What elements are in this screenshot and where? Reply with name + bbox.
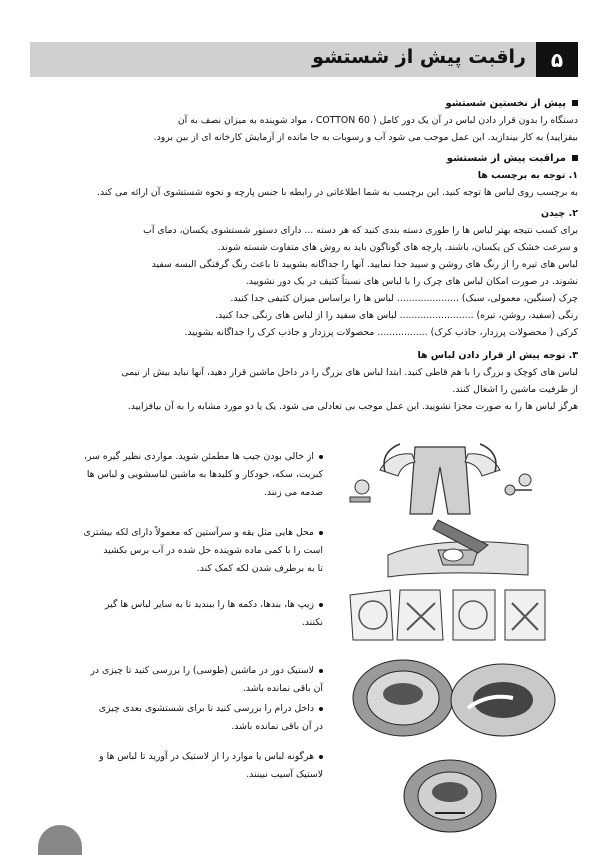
bullet-dot-icon [319,531,323,535]
bullet-dot-icon [319,455,323,459]
first-wash-heading: پیش از نخستین شستشو [445,98,566,109]
loading-line: از ظرفیت ماشین را اشغال کنند. [452,384,578,395]
sorting-line: برای کسب نتیجه بهتر لباس ها را طوری دسته بندی کنید که هر دسته ... دارای دستور شستشوی یکسان، دمای آب [143,225,578,236]
label-text: به برچسب روی لباس ها توجه کنید. این برچسب به شما اطلاعاتی در رابطه با جنس پارچه و نحوه شستشوی آن ارائه می کند. [97,187,578,198]
tip-door-seal: لاستیک دور در ماشین (طوسی) را بررسی کنید تا چیزی در آن باقی نمانده باشد. [90,665,323,694]
section-number-badge: ۵ [536,42,578,77]
sorting-line: لباس های تیره را از رنگ های روشن و سپید جدا نمایید. آنها را جداگانه بشویید تا باعث رنگ گرفتگی البسه سفید [151,259,578,270]
tip-drum: داخل درام را بررسی کنید تا برای شستشوی بعدی چیزی در آن باقی نمانده باشد. [98,703,323,732]
bullet-dot-icon [319,755,323,759]
first-wash-section [30,95,578,146]
sorting-line: چرک (سنگین، معمولی، سبک) ..................... لباس ها را براساس میزان کثیفی جدا کنید. [230,293,578,304]
page-title: راقبت پیش از شستشو [312,46,526,68]
tip-zippers: زیپ ها، بندها، دکمه ها را ببندید تا به سایر لباس ها گیر نکنند. [105,599,323,628]
loading-line: لباس های کوچک و بزرگ را با هم قاطی کنید. ابتدا لباس های بزرگ را در داخل ماشین قرار دهید، آنها نباید بیش از نیمی [121,367,578,378]
sorting-line: رنگی (سفید، روشن، تیره) ......................... لباس های سفید را از لباس های رنگی جدا کنید. [215,310,578,321]
loading-line: هرگز لباس ها را به صورت مجزا نشویید. این عمل موجب بی تعادلی می شود. یک یا دو مورد مشابه را به آن بیافزایید. [127,401,578,412]
label-subheading: ۱. توجه به برچسب ها [477,170,578,181]
bullet-dot-icon [319,707,323,711]
sorting-line: و سرعت خشک کن یکسان، باشند. پارچه های گوناگون باید به روش های متفاوت شسته شوند. [217,242,578,253]
zipper-button-illustration [345,585,550,645]
sorting-line: نشوند. در صورت امکان لباس های چرک را با لباس های نسبتاً کثیف در یک دور نشویید. [245,276,578,287]
sorting-line: کرکی ( محصولات پرزدار، جاذب کرک) ................. محصولات پرزدار و جاذب کرک را جداگانه بشویید. [184,327,578,338]
bullet-square-icon [572,100,578,106]
bullet-dot-icon [319,603,323,607]
sorting-subheading: ۲. چیدن [540,208,578,219]
door-seal-illustration [348,658,558,738]
section-header [30,42,578,77]
tip-collar-stains: محل هایی مثل یقه و سرآستین که معمولاً دارای لکه بیشتری است را با کمی ماده شوینده حل شده در آب برس بکشید تا به برطرف شدن لکه کمک کند. [83,527,323,574]
first-wash-line: دستگاه را بدون قرار دادن لباس در آن یک دور کامل ( COTTON 60 ، مواد شوینده به میزان نصف به آن [177,115,578,126]
bullet-dot-icon [319,669,323,673]
bullet-square-icon [572,155,578,161]
loading-subheading: ۳. توجه پیش از قرار دادن لباس ها [417,350,578,361]
tip-remove-items: هرگونه لباس یا موارد را از لاستیک در آورید تا لباس ها و لاستیک آسیب نبینند. [99,751,323,780]
care-section [30,150,578,415]
drum-gasket-illustration [400,758,500,833]
collar-brushing-illustration [378,515,538,585]
tip-pockets: از خالی بودن جیب ها مطمئن شوید. مواردی نظیر گیره سر، کبریت، سکه، خودکار و کلیدها به ماشین لباسشویی و لباس ها صدمه می زنند. [83,451,323,498]
care-heading: مراقبت پیش از شستشو [446,153,566,164]
first-wash-line: بیفزایید) به کار بیندازید. این عمل موجب می شود آب و رسوبات به جا مانده از آزمایش کارخانه ای از بین برود. [153,132,578,143]
pants-pockets-illustration [340,442,540,517]
page-corner-tab [38,825,82,855]
